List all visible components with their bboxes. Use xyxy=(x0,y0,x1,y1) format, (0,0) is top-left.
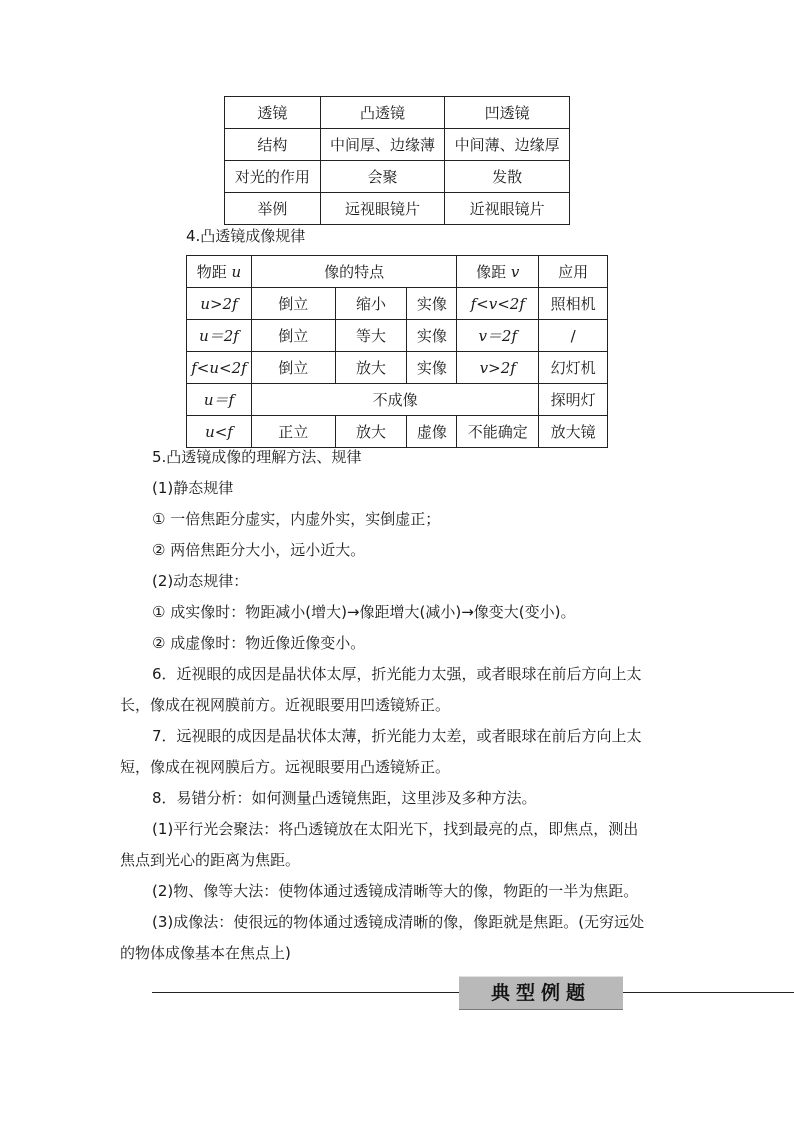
text-line: (3)成像法：使很远的物体通过透镜成清晰的像，像距就是焦距。(无穷远处 xyxy=(152,913,645,931)
table-cell: 结构 xyxy=(225,129,321,161)
table-cell: v>2f xyxy=(457,352,539,384)
table-cell: 中间厚、边缘薄 xyxy=(320,129,445,161)
text-line: 长，像成在视网膜前方。近视眼要用凹透镜矫正。 xyxy=(120,696,451,714)
text-line: 焦点到光心的距离为焦距。 xyxy=(120,851,301,869)
text-line: ② 两倍焦距分大小，远小近大。 xyxy=(152,541,366,559)
header-application: 应用 xyxy=(539,256,608,288)
header-image-features: 像的特点 xyxy=(251,256,456,288)
table-row xyxy=(225,129,570,161)
section-5-title: 5.凸透镜成像的理解方法、规律 xyxy=(152,448,362,466)
table-row xyxy=(187,320,608,352)
header-object-distance xyxy=(187,256,252,288)
table-cell: 倒立 xyxy=(251,288,335,320)
table-row xyxy=(187,384,608,416)
text-line: 6．近视眼的成因是晶状体太厚，折光能力太强，或者眼球在前后方向上太 xyxy=(152,665,642,683)
text-line: (1)平行光会聚法：将凸透镜放在太阳光下，找到最亮的点，即焦点，测出 xyxy=(152,820,639,838)
text-line: ② 成虚像时：物近像近像变小。 xyxy=(152,634,366,652)
table-row xyxy=(187,288,608,320)
table-cell: 缩小 xyxy=(335,288,407,320)
table-cell: 会聚 xyxy=(320,161,445,193)
section-banner: 典型例题 xyxy=(459,976,623,1010)
table-cell: 透镜 xyxy=(225,97,321,129)
header-symbol: u xyxy=(231,262,242,281)
table-row xyxy=(225,97,570,129)
text-line: 的物体成像基本在焦点上) xyxy=(120,944,291,962)
table-header-row xyxy=(187,256,608,288)
table-cell: 对光的作用 xyxy=(225,161,321,193)
table-cell: 放大 xyxy=(335,416,407,448)
text-line: ① 一倍焦距分虚实，内虚外实，实倒虚正； xyxy=(152,510,441,528)
table-row xyxy=(225,161,570,193)
table-cell: 远视眼镜片 xyxy=(320,193,445,225)
text-line: ① 成实像时：物距减小(增大)→像距增大(减小)→像变大(变小)。 xyxy=(152,603,576,621)
table-cell: 实像 xyxy=(407,288,457,320)
table-cell: 倒立 xyxy=(251,320,335,352)
table-row xyxy=(187,352,608,384)
table-cell: 凸透镜 xyxy=(320,97,445,129)
text-line: (2)动态规律： xyxy=(152,572,249,590)
table-cell: / xyxy=(539,320,608,352)
table-cell: u＝f xyxy=(187,384,252,416)
table-cell: 不能确定 xyxy=(457,416,539,448)
table-row xyxy=(187,416,608,448)
text-line: 7．远视眼的成因是晶状体太薄，折光能力太差，或者眼球在前后方向上太 xyxy=(152,727,642,745)
table-row xyxy=(225,193,570,225)
text-line: 短，像成在视网膜后方。远视眼要用凸透镜矫正。 xyxy=(120,758,451,776)
table-cell: u＝2f xyxy=(187,320,252,352)
table-cell: 正立 xyxy=(251,416,335,448)
table-cell: 举例 xyxy=(225,193,321,225)
header-label: 像距 xyxy=(476,262,507,281)
table-cell: v＝2f xyxy=(457,320,539,352)
text-line: (1)静态规律 xyxy=(152,479,234,497)
text-line: (2)物、像等大法：使物体通过透镜成清晰等大的像，物距的一半为焦距。 xyxy=(152,882,639,900)
table-cell: u<f xyxy=(187,416,252,448)
table-cell: 发散 xyxy=(445,161,570,193)
section-4-title: 4.凸透镜成像规律 xyxy=(186,227,306,245)
header-label: 物距 xyxy=(196,262,227,281)
table-cell: 照相机 xyxy=(539,288,608,320)
text-line: 8．易错分析：如何测量凸透镜焦距，这里涉及多种方法。 xyxy=(152,789,537,807)
table-cell: 幻灯机 xyxy=(539,352,608,384)
table-cell: 等大 xyxy=(335,320,407,352)
table-cell: 虚像 xyxy=(407,416,457,448)
header-symbol: v xyxy=(510,262,520,281)
table-cell: f<v<2f xyxy=(457,288,539,320)
table-cell: 实像 xyxy=(407,352,457,384)
table-cell: 倒立 xyxy=(251,352,335,384)
header-image-distance xyxy=(457,256,539,288)
table-cell: 凹透镜 xyxy=(445,97,570,129)
table-cell: 近视眼镜片 xyxy=(445,193,570,225)
table-cell: 探明灯 xyxy=(539,384,608,416)
table-cell: 实像 xyxy=(407,320,457,352)
table-cell-merged: 不成像 xyxy=(251,384,538,416)
table-cell: 放大 xyxy=(335,352,407,384)
table-cell: f<u<2f xyxy=(187,352,252,384)
lens-comparison-table xyxy=(224,96,570,225)
table-cell: 放大镜 xyxy=(539,416,608,448)
table-cell: 中间薄、边缘厚 xyxy=(445,129,570,161)
table-cell: u>2f xyxy=(187,288,252,320)
imaging-rules-table xyxy=(186,255,608,448)
